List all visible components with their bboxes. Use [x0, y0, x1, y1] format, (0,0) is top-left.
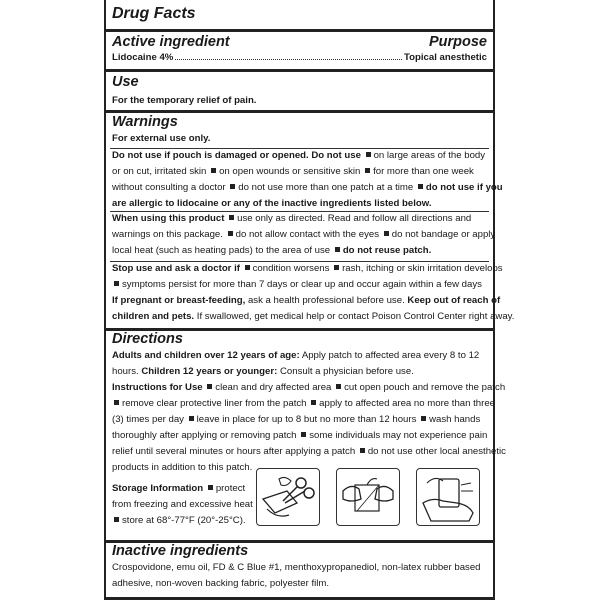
bullet-icon [211, 168, 216, 173]
divider [106, 29, 493, 32]
bullet-icon [334, 265, 339, 270]
bullet-icon [365, 168, 370, 173]
use-section [112, 74, 487, 109]
active-ingredient-section [112, 34, 487, 65]
directions-text: products in addition to this patch. [112, 462, 253, 473]
warning-text: on open wounds or sensitive skin [219, 166, 361, 177]
bullet-icon [366, 152, 371, 157]
dot-leader [175, 59, 402, 60]
drug-facts-header [112, 4, 487, 24]
directions-text: some individuals may not experience pain [309, 430, 488, 441]
warning-text: do not allow contact with the eyes [235, 229, 380, 240]
use-heading: Use [112, 74, 139, 90]
bullet-icon [335, 247, 340, 252]
warning-text: do not reuse patch. [342, 245, 432, 256]
hands-peeling-icon [336, 468, 400, 526]
instructions-label: Instructions for Use [112, 382, 203, 393]
hand-applying-icon [416, 468, 480, 526]
directions-text: (3) times per day [112, 414, 184, 425]
external-use-text: For external use only. [112, 133, 211, 144]
bullet-icon [311, 400, 316, 405]
keep-out-label: children and pets. [112, 311, 195, 322]
inactive-ingredients-heading: Inactive ingredients [112, 543, 249, 559]
warning-text: are allergic to lidocaine or any of the inactive ingredients listed below. [112, 198, 432, 209]
stop-use-label: Stop use and ask a doctor if [112, 263, 240, 274]
directions-section [112, 331, 506, 476]
drug-facts-panel [104, 0, 515, 600]
directions-text: clean and dry affected area [215, 382, 332, 393]
warning-text: condition worsens [252, 263, 330, 274]
storage-text: store at 68°-77°F (20°-25°C). [122, 515, 246, 526]
warning-text: warnings on this package. [112, 229, 223, 240]
bullet-icon [230, 184, 235, 189]
storage-label: Storage Information [112, 483, 204, 494]
inactive-ingredients-text: Crospovidone, emu oil, FD & C Blue #1, menthoxypropanediol, non-latex rubber based [112, 562, 481, 573]
bullet-icon [207, 384, 212, 389]
bullet-icon [189, 416, 194, 421]
directions-text: thoroughly after applying or removing patch [112, 430, 297, 441]
scissors-icon [256, 468, 320, 526]
adults-label: Adults and children over 12 years of age: [112, 350, 300, 361]
warning-text: for more than one week [373, 166, 474, 177]
do-not-use-block [112, 148, 503, 212]
bullet-icon [301, 432, 306, 437]
directions-text: Apply patch to affected area every 8 to 12 [301, 350, 480, 361]
divider [106, 69, 493, 72]
directions-text: apply to affected area no more than three [319, 398, 495, 409]
directions-text: relief until several minutes or hours after applying a patch [112, 446, 356, 457]
warning-text: without consulting a doctor [112, 182, 226, 193]
bullet-icon [114, 281, 119, 286]
purpose-heading: Purpose [428, 34, 487, 50]
warning-text: use only as directed. Read and follow all directions and [237, 213, 472, 224]
warning-text: ask a health professional before use. [247, 295, 405, 306]
warning-text: local heat (such as heating pads) to the area of use [112, 245, 331, 256]
warning-text: do not use if you [425, 182, 503, 193]
bullet-icon [421, 416, 426, 421]
do-not-use-label: Do not use if pouch is damaged or opened. Do not use [112, 150, 361, 161]
bullet-icon [360, 448, 365, 453]
when-using-label: When using this product [112, 213, 225, 224]
warning-text: rash, itching or skin irritation develops [342, 263, 503, 274]
ingredient-purpose: Topical anesthetic [404, 52, 487, 63]
when-using-block [112, 211, 496, 259]
divider [106, 110, 493, 113]
bullet-icon [384, 231, 389, 236]
warnings-heading: Warnings [112, 114, 178, 130]
directions-text: leave in place for up to 8 but no more than 12 hours [196, 414, 417, 425]
use-text: For the temporary relief of pain. [112, 95, 257, 106]
warning-text: symptoms persist for more than 7 days or clear up and occur again within a few days [122, 279, 482, 290]
warning-text: on large areas of the body [373, 150, 486, 161]
warning-text: or on cut, irritated skin [112, 166, 207, 177]
bullet-icon [245, 265, 250, 270]
warning-text: do not bandage or apply [391, 229, 496, 240]
directions-heading: Directions [112, 331, 183, 347]
stop-use-block [112, 261, 515, 325]
bullet-icon [229, 215, 234, 220]
bullet-icon [114, 517, 119, 522]
directions-text: Consult a physician before use. [279, 366, 414, 377]
directions-text: cut open pouch and remove the patch [344, 382, 506, 393]
keep-out-label: Keep out of reach of [407, 295, 501, 306]
directions-text: hours. [112, 366, 139, 377]
active-ingredient-heading: Active ingredient [112, 34, 230, 50]
directions-text: remove clear protective liner from the patch [122, 398, 307, 409]
children-label: Children 12 years or younger: [141, 366, 278, 377]
bullet-icon [418, 184, 423, 189]
warning-text: If swallowed, get medical help or contact Poison Control Center right away. [196, 311, 515, 322]
warnings-section [112, 114, 487, 147]
bullet-icon [228, 231, 233, 236]
directions-text: do not use other local anesthetic [367, 446, 506, 457]
warning-text: do not use more than one patch at a time [238, 182, 414, 193]
storage-text: protect [215, 483, 246, 494]
inactive-ingredients-section [112, 543, 487, 592]
pregnant-label: If pregnant or breast-feeding, [112, 295, 246, 306]
bullet-icon [208, 485, 213, 490]
directions-text: wash hands [429, 414, 481, 425]
bullet-icon [114, 400, 119, 405]
drug-facts-title: Drug Facts [112, 5, 196, 22]
inactive-ingredients-text: adhesive, non-woven backing fabric, polyester film. [112, 578, 330, 589]
storage-text: from freezing and excessive heat [112, 499, 253, 510]
ingredient-name: Lidocaine 4% [112, 52, 174, 63]
bullet-icon [336, 384, 341, 389]
